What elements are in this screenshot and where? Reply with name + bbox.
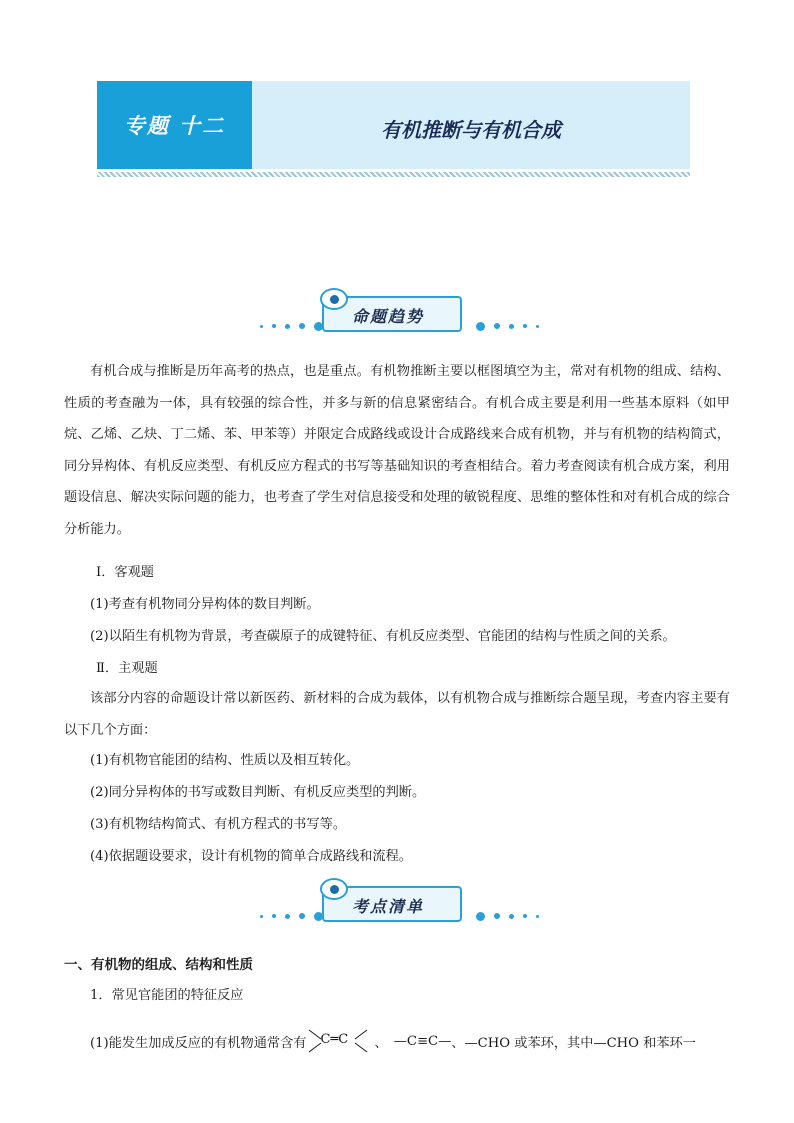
part-one-subheading: 1．常见官能团的特征反应 — [90, 988, 244, 1003]
banner-stripe-divider — [97, 172, 690, 177]
functional-group-line — [90, 1028, 730, 1054]
section-title-checklist: 考点清单 — [352, 897, 425, 916]
subjective-item-4: (4)依据题设要求，设计有机物的简单合成路线和流程。 — [90, 849, 412, 864]
section-badge-checklist — [0, 886, 794, 926]
badge-frame — [322, 296, 462, 332]
subjective-item-3: (3)有机物结构简式、有机方程式的书写等。 — [90, 817, 347, 832]
objective-item-1: (1)考查有机物同分异构体的数目判断。 — [90, 597, 320, 612]
subjective-paragraph: 该部分内容的命题设计常以新医药、新材料的合成为载体，以有机物合成与推断综合题呈现，考查内容主要有以下几个方面： — [64, 691, 730, 738]
topic-title: 有机推断与有机合成 — [252, 81, 690, 169]
badge-frame — [322, 886, 462, 922]
badge-dots-right — [476, 322, 539, 330]
line-end-text: 、—CHO 或苯环，其中—CHO 和苯环一 — [451, 1035, 696, 1051]
topic-number-label: 专题 十二 — [97, 81, 252, 169]
double-bond-label: C═C — [320, 1032, 349, 1047]
triple-bond-label: —C≡C— — [393, 1033, 452, 1049]
badge-dots-left — [260, 912, 323, 920]
intro-paragraph: 有机合成与推断是历年高考的热点，也是重点。有机物推断主要以框图填空为主，常对有机物的组成、结构、性质的考查融为一体，具有较强的综合性，并多与新的信息紧密结合。有机合成主要是利用一些基本原料（如甲烷、乙烯、乙炔、丁二烯、苯、甲苯等）并限定合成路线或设计合成路线来合成有机物，并与有机物的结构简式，同分异构体、有机反应类型、有机反应方程式的书写等基础知识的考查相结合。着力考查阅读有机合成方案，利用题设信息、解决实际问题的能力，也考查了学生对信息接受和处理的敏锐程度、思维的整体性和对有机合成的综合分析能力。 — [64, 364, 730, 537]
objective-title: Ⅰ．客观题 — [96, 565, 154, 580]
subjective-item-2: (2)同分异构体的书写或数目判断、有机反应类型的判断。 — [90, 785, 426, 800]
subjective-item-1: (1)有机物官能团的结构、性质以及相互转化。 — [90, 753, 360, 768]
part-one-heading: 一、有机物的组成、结构和性质 — [64, 957, 253, 973]
badge-dots-left — [260, 322, 323, 330]
double-bond-structure — [307, 1028, 369, 1054]
section-badge-trend — [0, 296, 794, 336]
separator-comma: 、 — [374, 1035, 388, 1051]
topic-banner — [97, 81, 690, 169]
subjective-title: Ⅱ．主观题 — [96, 661, 158, 676]
badge-dots-right — [476, 912, 539, 920]
line-start-text: (1)能发生加成反应的有机物通常含有 — [90, 1035, 307, 1051]
section-title-trend: 命题趋势 — [352, 307, 425, 326]
eye-icon — [320, 288, 348, 310]
objective-item-2: (2)以陌生有机物为背景，考查碳原子的成键特征、有机反应类型、官能团的结构与性质之间的关系。 — [90, 629, 676, 644]
eye-icon — [320, 878, 348, 900]
